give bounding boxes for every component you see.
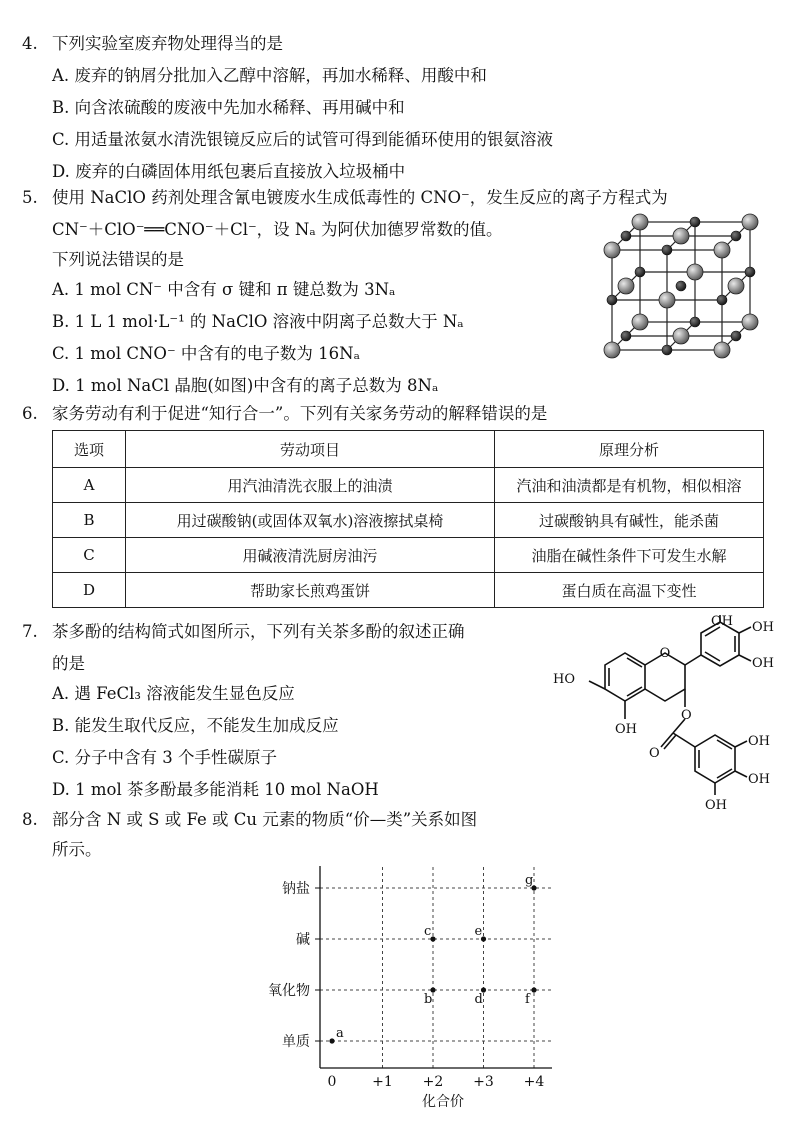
y-tick-label: 碱 [296, 932, 310, 948]
q8-stem-line1: 部分含 N 或 S 或 Fe 或 Cu 元素的物质“价—类”关系如图 [52, 810, 478, 829]
table-cell: C [53, 538, 126, 573]
data-point-f [531, 987, 536, 992]
data-label-d: d [474, 992, 483, 1007]
tea-polyphenol-structure [545, 615, 785, 815]
q5-option-a: A. 1 mol CN⁻ 中含有 σ 键和 π 键总数为 3Nₐ [52, 280, 396, 299]
q7-stem-line2: 的是 [52, 654, 85, 673]
ring-oxygen-label: O [659, 646, 671, 661]
table-cell: 油脂在碱性条件下可发生水解 [495, 538, 764, 573]
table-header-cell: 选项 [53, 431, 126, 468]
oh-label: OH [748, 734, 770, 749]
q5-option-c: C. 1 mol CNO⁻ 中含有的电子数为 16Nₐ [52, 344, 360, 363]
table-cell: 汽油和油渍都是有机物，相似相溶 [495, 468, 764, 503]
q5-option-b: B. 1 L 1 mol·L⁻¹ 的 NaClO 溶液中阴离子总数大于 Nₐ [52, 312, 464, 331]
q4-number: 4. [22, 34, 38, 53]
x-tick-label: 0 [327, 1074, 337, 1090]
table-header-cell: 原理分析 [495, 431, 764, 468]
nacl-crystal-figure [600, 208, 775, 360]
q7-stem-row [22, 618, 465, 642]
q5-stem-row [22, 184, 668, 208]
data-label-b: b [424, 992, 433, 1007]
q8-stem-row [22, 806, 477, 830]
table-cell: D [53, 573, 126, 608]
data-label-f: f [525, 992, 530, 1007]
table-header-cell: 劳动项目 [126, 431, 495, 468]
q8-number: 8. [22, 810, 38, 829]
q5-option-d: D. 1 mol NaCl 晶胞(如图)中含有的离子总数为 8Nₐ [52, 376, 439, 395]
table-cell: 用碱液清洗厨房油污 [126, 538, 495, 573]
q7-option-a: A. 遇 FeCl₃ 溶液能发生显色反应 [52, 684, 295, 703]
table-cell: A [53, 468, 126, 503]
data-label-a: a [336, 1026, 344, 1041]
table-header-row [53, 431, 764, 468]
oh-label: OH [748, 772, 770, 787]
q7-stem-line1: 茶多酚的结构简式如图所示，下列有关茶多酚的叙述正确 [52, 622, 465, 641]
q6-number: 6. [22, 404, 38, 423]
q5-stem-line2: CN⁻＋ClO⁻══CNO⁻＋Cl⁻，设 Nₐ 为阿伏加德罗常数的值。 [52, 220, 503, 239]
q7-option-b: B. 能发生取代反应，不能发生加成反应 [52, 716, 339, 735]
oh-label: OH [752, 656, 774, 671]
ho-label: HO [553, 672, 575, 687]
x-tick-label: +3 [473, 1074, 494, 1090]
q4-option-d: D. 废弃的白磷固体用纸包裹后直接放入垃圾桶中 [52, 162, 406, 181]
table-cell: B [53, 503, 126, 538]
q4-option-b: B. 向含浓硫酸的废液中先加水稀释、再用碱中和 [52, 98, 405, 117]
x-tick-label: +1 [372, 1074, 393, 1090]
q5-number: 5. [22, 188, 38, 207]
data-label-e: e [474, 924, 483, 939]
q4-option-a: A. 废弃的钠屑分批加入乙醇中溶解，再加水稀释、用酸中和 [52, 66, 487, 85]
valence-class-chart [250, 858, 570, 1110]
q6-stem-row [22, 400, 547, 424]
oh-label: OH [711, 615, 733, 629]
q4-stem-row [22, 30, 283, 54]
table-row [53, 503, 764, 538]
table-cell: 蛋白质在高温下变性 [495, 573, 764, 608]
q4-option-c: C. 用适量浓氨水清洗银镜反应后的试管可得到能循环使用的银氨溶液 [52, 130, 554, 149]
q6-table [52, 430, 764, 608]
y-tick-label: 钠盐 [282, 881, 310, 897]
y-tick-label: 氧化物 [268, 983, 310, 999]
q6-stem: 家务劳动有利于促进“知行合一”。下列有关家务劳动的解释错误的是 [52, 404, 548, 423]
table-cell: 用汽油清洗衣服上的油渍 [126, 468, 495, 503]
q8-stem-line2: 所示。 [52, 840, 102, 859]
x-tick-label: +2 [422, 1074, 444, 1090]
table-cell: 用过碳酸钠(或固体双氧水)溶液擦拭桌椅 [126, 503, 495, 538]
q5-stem-line3: 下列说法错误的是 [52, 250, 184, 269]
data-point-a [329, 1038, 334, 1043]
q7-option-c: C. 分子中含有 3 个手性碳原子 [52, 748, 278, 767]
table-cell: 过碳酸钠具有碱性，能杀菌 [495, 503, 764, 538]
data-label-c: c [424, 924, 432, 939]
data-label-g: g [525, 873, 534, 888]
ester-oxygen-label: O [681, 708, 692, 723]
q7-number: 7. [22, 622, 38, 641]
y-tick-label: 单质 [282, 1034, 310, 1050]
q4-stem: 下列实验室废弃物处理得当的是 [52, 34, 283, 53]
table-row [53, 468, 764, 503]
x-axis-title: 化合价 [422, 1094, 464, 1110]
x-tick-label: +4 [523, 1074, 545, 1090]
oh-label: OH [615, 722, 637, 737]
table-row [53, 573, 764, 608]
q7-option-d: D. 1 mol 茶多酚最多能消耗 10 mol NaOH [52, 780, 379, 799]
oh-label: OH [752, 620, 774, 635]
q5-stem-line1: 使用 NaClO 药剂处理含氰电镀废水生成低毒性的 CNO⁻，发生反应的离子方程式为 [52, 188, 668, 207]
table-row [53, 538, 764, 573]
table-cell: 帮助家长煎鸡蛋饼 [126, 573, 495, 608]
carbonyl-oxygen-label: O [649, 746, 660, 761]
oh-label: OH [705, 798, 727, 813]
